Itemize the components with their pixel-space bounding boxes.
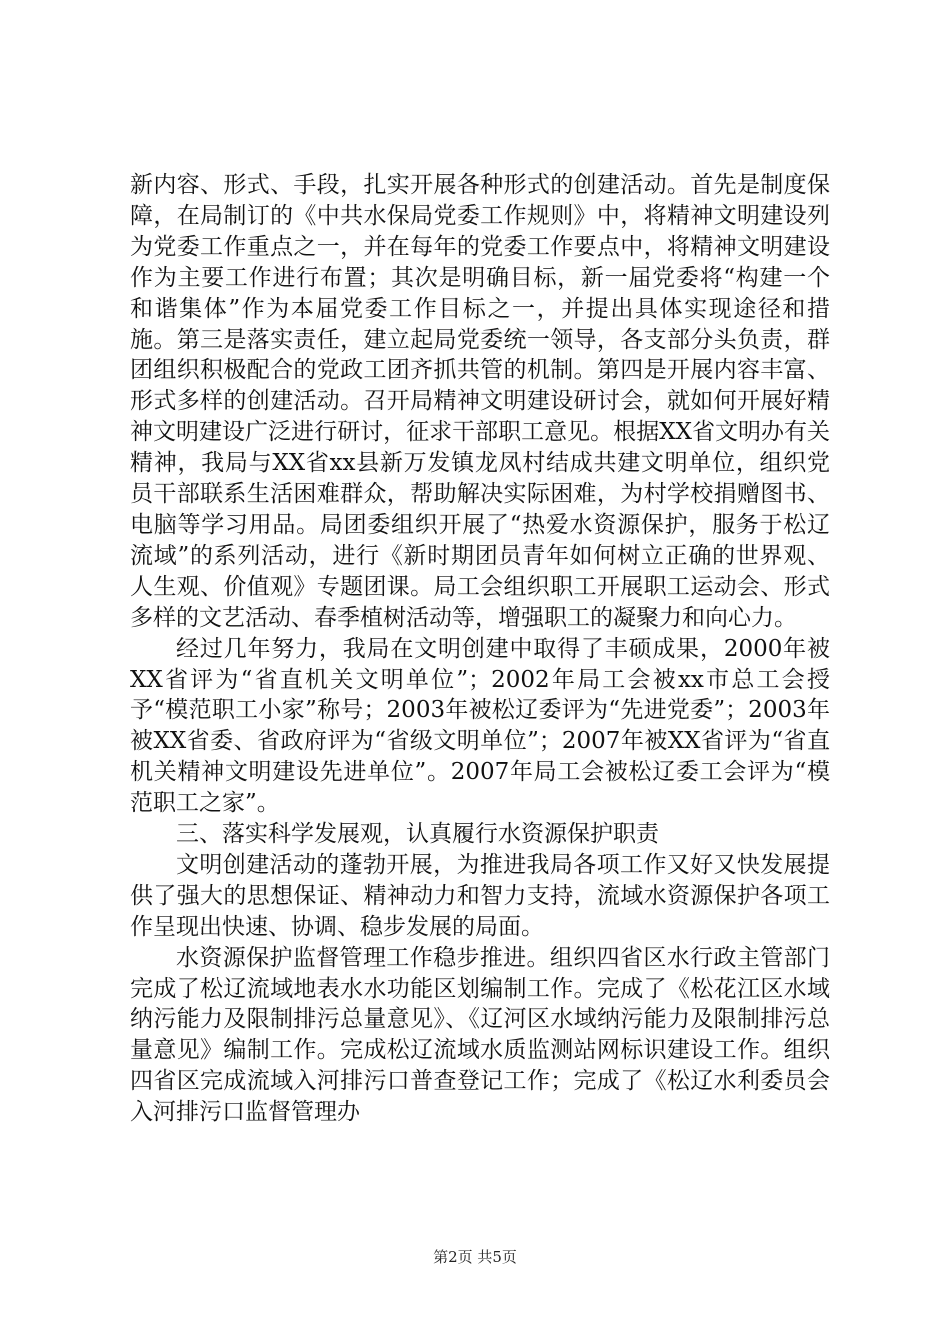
section-heading: 三、落实科学发展观，认真履行水资源保护职责 bbox=[176, 821, 659, 848]
page-footer: 第2页 共5页 bbox=[433, 1248, 517, 1266]
paragraph-2: 经过几年努力，我局在文明创建中取得了丰硕成果，2000年被XX省评为“省直机关文明单位”；2002年局工会被xx市总工会授予“模范职工小家”称号；2003年被松辽委评为“先进党委”；2003年被XX省委、省政府评为“省级文明单位”；2007年被XX省评为“省直机关精神文明建设先进单位”。2007年局工会被松辽委工会评为“模范职工之家”。 bbox=[130, 635, 830, 817]
document-body bbox=[130, 170, 830, 1128]
paragraph-1: 新内容、形式、手段，扎实开展各种形式的创建活动。首先是制度保障，在局制订的《中共水保局党委工作规则》中，将精神文明建设列为党委工作重点之一，并在每年的党委工作要点中，将精神文明建设作为主要工作进行布置；其次是明确目标，新一届党委将“构建一个和谐集体”作为本届党委工作目标之一，并提出具体实现途径和措施。第三是落实责任，建立起局党委统一领导，各支部分头负责，群团组织积极配合的党政工团齐抓共管的机制。第四是开展内容丰富、形式多样的创建活动。召开局精神文明建设研讨会，就如何开展好精神文明建设广泛进行研讨，征求干部职工意见。根据XX省文明办有关精神，我局与XX省xx县新万发镇龙凤村结成共建文明单位，组织党员干部联系生活困难群众，帮助解决实际困难，为村学校捐赠图书、电脑等学习用品。局团委组织开展了“热爱水资源保护，服务于松辽流域”的系列活动，进行《新时期团员青年如何树立正确的世界观、人生观、价值观》专题团课。局工会组织职工开展职工运动会、形式多样的文艺活动、春季植树活动等，增强职工的凝聚力和向心力。 bbox=[130, 172, 830, 631]
paragraph-3: 文明创建活动的蓬勃开展，为推进我局各项工作又好又快发展提供了强大的思想保证、精神动力和智力支持，流域水资源保护各项工作呈现出快速、协调、稳步发展的局面。 bbox=[130, 851, 830, 940]
paragraph-4: 水资源保护监督管理工作稳步推进。组织四省区水行政主管部门完成了松辽流域地表水水功能区划编制工作。完成了《松花江区水域纳污能力及限制排污总量意见》、《辽河区水域纳污能力及限制排污总量意见》编制工作。完成松辽流域水质监测站网标识建设工作。组织四省区完成流域入河排污口普查登记工作；完成了《松辽水利委员会入河排污口监督管理办 bbox=[130, 944, 830, 1126]
